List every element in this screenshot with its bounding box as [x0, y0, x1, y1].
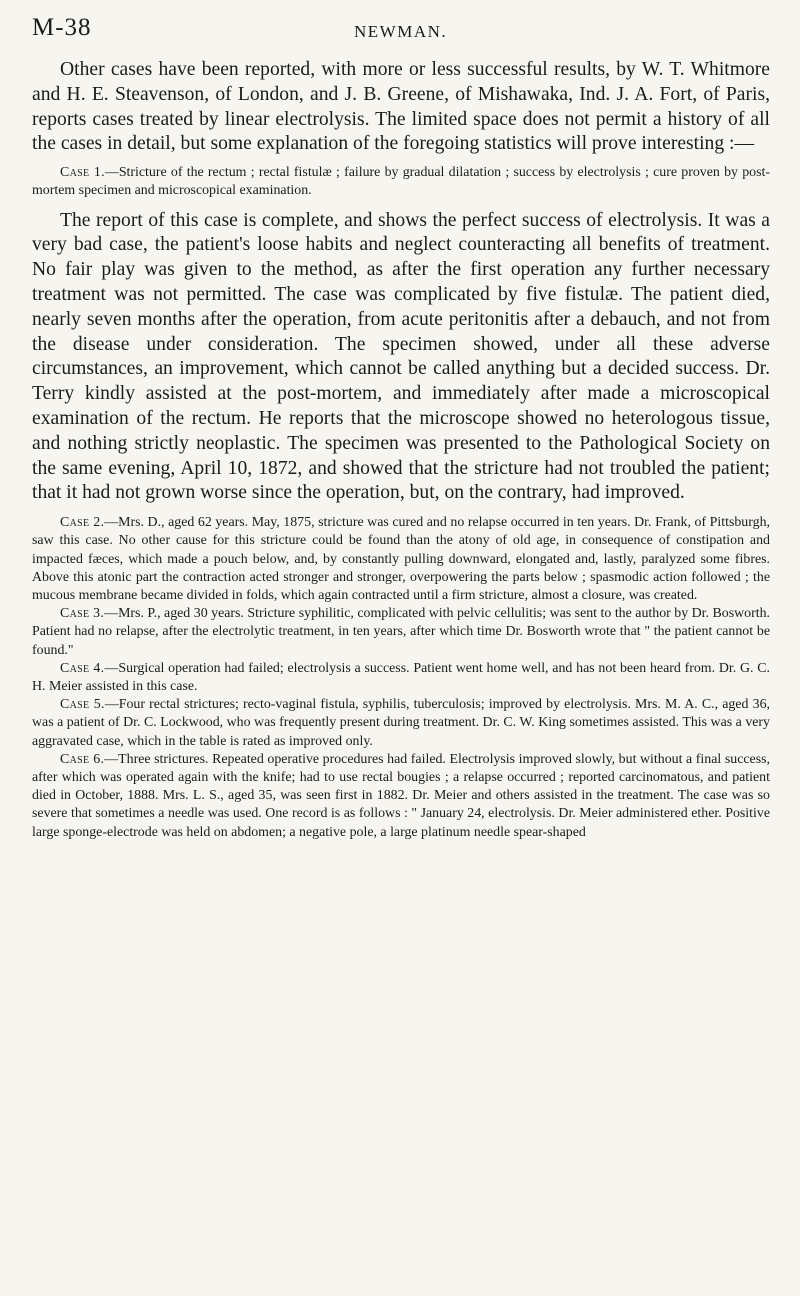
- case-2-heading: Case 2.: [60, 515, 105, 531]
- case-4-text: —Surgical operation had failed; electrolysis a success. Patient went home well, and has not been heard from. Dr. G. C. H. Meier assisted in this case.: [32, 660, 770, 694]
- case-3-heading: Case 3.: [60, 606, 105, 622]
- case-4-heading: Case 4.: [60, 660, 105, 676]
- case-2-text: —Mrs. D., aged 62 years. May, 1875, stricture was cured and no relapse occurred in ten years. Dr. Frank, of Pittsburgh, saw this case. No other cause for this stricture could be found than the atony of old age, in consequence of constipation and impacted fæces, which made a pouch below, and, by constantly pulling downward, elongated and, lastly, paralyzed some fibres. Above this atonic part the contraction acted stronger and stronger, overpowering the parts below ; spasmodic action followed ; the mucous membrane became divided in folds, which again contracted until a firm stricture, almost a closure, was created.: [32, 515, 770, 603]
- case-4-paragraph: [32, 660, 770, 696]
- case-5-heading: Case 5.: [60, 697, 105, 713]
- case-3-text: —Mrs. P., aged 30 years. Stricture syphilitic, complicated with pelvic cellulitis; was sent to the author by Dr. Bosworth. Patient had no relapse, after the electrolytic treatment, in ten years, after which time Dr. Bosworth wrote that " the patient cannot be found.": [32, 606, 770, 658]
- case-5-text: —Four rectal strictures; recto-vaginal fistula, syphilis, tuberculosis; improved by electrolysis. Mrs. M. A. C., aged 36, was a patient of Dr. C. Lockwood, who was frequently present during treatment. Dr. C. W. King sometimes assisted. This was a very aggravated case, which in the table is rated as improved only.: [32, 697, 770, 749]
- case-5-paragraph: [32, 696, 770, 751]
- case-3-paragraph: [32, 605, 770, 660]
- running-head: [32, 14, 770, 58]
- case-6-text: —Three strictures. Repeated operative procedures had failed. Electrolysis improved slowly, but without a final success, after which was operated again with the knife; had to use rectal bougies ; a relapse occurred ; reported carcinomatous, and patient died in October, 1888. Mrs. L. S., aged 35, was seen first in 1882. Dr. Meier and others assisted in the treatment. The case was so severe that sometimes a needle was used. One record is as follows : " January 24, electrolysis. Dr. Meier administered ether. Positive large sponge-electrode was held on abdomen; a negative pole, a large platinum needle spear-shaped: [32, 751, 770, 840]
- running-title: NEWMAN.: [354, 22, 448, 41]
- case-1-report: The report of this case is complete, and shows the perfect success of electrolysis. It was a very bad case, the patient's loose habits and neglect counteracting all benefits of treatment. No fair play was given to the method, as after the first operation any further necessary treatment was not permitted. The case was complicated by five fistulæ. The patient died, nearly seven months after the operation, from acute peritonitis after a debauch, and not from the disease under consideration. The specimen showed, under all these adverse circumstances, an improvement, which cannot be called anything but a decided success. Dr. Terry kindly assisted at the post-mortem, and immediately after made a microscopical examination of the rectum. He reports that the microscope showed no heterologous tissue, and nothing strictly neoplastic. The specimen was presented to the Pathological Society on the same evening, April 10, 1872, and showed that the stricture had not troubled the patient; that it had not grown worse since the operation, but, on the contrary, had improved.: [32, 209, 770, 504]
- case-1-heading: Case 1.: [60, 165, 105, 181]
- case-1-summary: [32, 164, 770, 200]
- case-2-paragraph: [32, 514, 770, 605]
- page-number: M-38: [32, 14, 92, 41]
- case-1-summary-text: —Stricture of the rectum ; rectal fistulæ ; failure by gradual dilatation ; success by electrolysis ; cure proven by post-mortem specimen and microscopical examination.: [32, 165, 770, 199]
- case-6-paragraph: [32, 751, 770, 842]
- case-6-heading: Case 6.: [60, 751, 105, 767]
- intro-paragraph: Other cases have been reported, with more or less successful results, by W. T. Whitmore and H. E. Steavenson, of London, and J. B. Greene, of Mishawaka, Ind. J. A. Fort, of Paris, reports cases treated by linear electrolysis. The limited space does not permit a history of all the cases in detail, but some explanation of the foregoing statistics will prove interesting :—: [32, 59, 770, 155]
